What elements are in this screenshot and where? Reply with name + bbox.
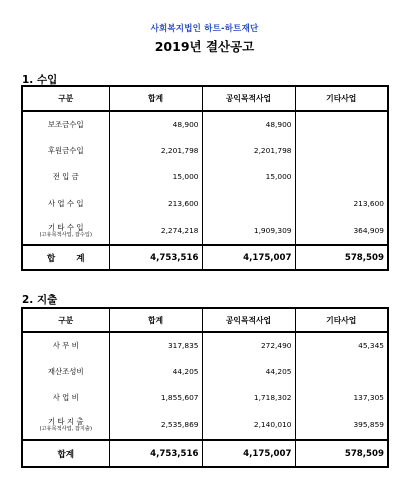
revenue-col-total: 합계 [109,86,202,111]
total-other: 578,509 [295,440,388,467]
total-total: 4,753,516 [109,440,202,467]
row-label: 기 타 수 입 [47,222,84,232]
row-other: 213,600 [295,190,388,216]
row-label: 보조금수입 [22,111,109,137]
total-other: 578,509 [295,245,388,270]
row-other: 364,909 [295,216,388,245]
revenue-col-public: 공익목적사업 [202,86,295,111]
row-total: 317,835 [109,332,202,358]
row-total: 2,274,218 [109,216,202,245]
row-other [295,358,388,384]
row-total: 15,000 [109,163,202,190]
table-row [22,190,388,216]
row-label: 재산조성비 [22,358,109,384]
table-row [22,163,388,190]
organization-name: 사회복지법인 하트-하트재단 [150,24,259,34]
row-other [295,163,388,190]
row-label: 전 입 금 [22,163,109,190]
total-label: 합 계 [22,245,109,270]
expenditure-col-category: 구분 [22,308,109,332]
table-row [22,216,388,245]
row-public: 48,900 [202,111,295,137]
page-title: 2019년 결산공고 [154,39,255,54]
row-total: 2,535,869 [109,410,202,440]
revenue-col-category: 구분 [22,86,109,111]
row-total: 2,201,798 [109,137,202,163]
row-other: 137,305 [295,384,388,410]
table-row [22,332,388,358]
row-other [295,111,388,137]
table-row [22,137,388,163]
row-other: 45,345 [295,332,388,358]
row-total: 48,900 [109,111,202,137]
table-row [22,358,388,384]
expenditure-col-total: 합계 [109,308,202,332]
total-public: 4,175,007 [202,440,295,467]
total-row [22,245,388,270]
row-public: 1,718,302 [202,384,295,410]
row-public: 1,909,309 [202,216,295,245]
row-public: 272,490 [202,332,295,358]
row-label-cell [22,216,109,245]
row-total: 213,600 [109,190,202,216]
row-label: 사 업 수 입 [22,190,109,216]
total-total: 4,753,516 [109,245,202,270]
row-label: 후원금수입 [22,137,109,163]
row-label: 사 무 비 [22,332,109,358]
row-other [295,137,388,163]
expenditure-col-public: 공익목적사업 [202,308,295,332]
table-row [22,384,388,410]
row-label: 사 업 비 [22,384,109,410]
expenditure-col-other: 기타사업 [295,308,388,332]
row-total: 1,855,607 [109,384,202,410]
row-public: 15,000 [202,163,295,190]
row-sublabel: (고유목적사업, 잡수입) [39,231,92,238]
expenditure-section-title: 2. 지출 [22,294,58,306]
total-row [22,440,388,467]
table-row [22,111,388,137]
row-other: 395,859 [295,410,388,440]
revenue-section-title: 1. 수입 [22,74,58,86]
total-label: 합계 [22,440,109,467]
row-total: 44,205 [109,358,202,384]
revenue-table [21,85,389,271]
row-public [202,190,295,216]
row-label-cell [22,410,109,440]
row-public: 44,205 [202,358,295,384]
revenue-col-other: 기타사업 [295,86,388,111]
table-row [22,410,388,440]
expenditure-table [21,307,389,468]
row-label: 기 타 지 출 [47,417,84,426]
row-public: 2,140,010 [202,410,295,440]
row-sublabel: (고유목적사업, 잡지출) [39,426,92,432]
row-public: 2,201,798 [202,137,295,163]
total-public: 4,175,007 [202,245,295,270]
